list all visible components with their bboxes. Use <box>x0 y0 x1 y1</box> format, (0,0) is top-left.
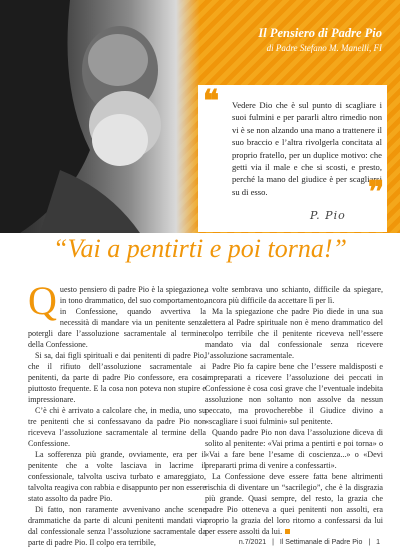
article-column-left <box>28 278 206 548</box>
paragraph: a volte sembrava uno schianto, difficile da spiegare, ancora più difficile da accettare lì per lì. <box>205 285 383 305</box>
footer-separator: | <box>272 539 274 546</box>
issue-number: n.7/2021 <box>238 539 267 546</box>
drop-cap: Q <box>28 278 57 323</box>
portrait-photo <box>0 0 200 233</box>
paragraph: Si sa, dai figli spirituali e dai penitenti di padre Pio, che il rifiuto dell’assoluzione sacramentale ai penitenti, da parte di padre Pio confessore, era cosa piuttosto frequente. E la cosa non poteva non stupire e impressionare. <box>28 351 206 404</box>
paragraph: Quando padre Pio non dava l’assoluzione diceva di solito al penitente: «Vai prima a pentirti e poi torna» o «Vai a fare bene l’esame di coscienza...» o «Devi prepararti prima di venire a confessarti». <box>205 428 383 470</box>
article-column-right <box>205 284 383 537</box>
page-footer <box>237 539 382 546</box>
paragraph: Questo pensiero di padre Pio è la spiegazione, in tono drammatico, del suo comportamento, in Confessione, quando avvertiva la necessità di mandare via un penitente senza potergli dare l’assoluzione sacramentale al termine della Confessione. <box>28 278 206 349</box>
open-quote-icon: ❝ <box>203 85 220 118</box>
signature: P. Pio <box>310 209 346 222</box>
footer-separator: | <box>368 539 371 546</box>
end-mark-icon <box>285 529 290 534</box>
paragraph: Padre Pio fa capire bene che l’essere maldisposti e impreparati a ricevere l’assoluzione dei peccati in Confessione è cosa così grave che l’eventuale indebita assoluzione non soltanto non assolve da nessun peccato, ma provocherebbe il Giudice divino a «scagliare i suoi fulmini» sul penitente. <box>205 362 383 426</box>
article-headline: “Vai a pentirti e poi torna!” <box>53 234 347 263</box>
header-banner <box>0 0 400 233</box>
portrait-illustration <box>0 0 200 233</box>
paragraph: C’è chi è arrivato a calcolare che, in media, uno su tre penitenti che si confessavano da padre Pio non riceveva l’assoluzione sacramentale al termine della Confessione. <box>28 406 206 448</box>
column-author: di Padre Stefano M. Manelli, FI <box>266 43 382 53</box>
paragraph: Di fatto, non raramente avvenivano anche scene drammatiche da parte di alcuni penitenti mandati via dal confessionale senza l’assoluzione sacramentale da parte di padre Pio. Il colpo era terribile, <box>28 505 206 547</box>
paragraph: La sofferenza più grande, ovviamente, era per il penitente che a volte lasciava in lacrime il confessionale, talvolta uscivа turbato e amareggiato, talvolta reagiva con rabbia e disappunto per non essere stato assolto da padre Pio. <box>28 450 206 503</box>
quote-text: Vedere Dio che è sul punto di scagliare i suoi fulmini e per pararli altro rimedio non vi è se non alzando una mano a trattenere il suo braccio e l’altra rivolgerla concitata al proprio fratello, per un duplice motivo: che getti via il male e che si scosti, e presto, perché la mano del giudice è per scagliarsi su di esso. <box>232 100 382 197</box>
page-number: 1 <box>376 539 380 546</box>
quote-box <box>198 85 387 232</box>
magazine-name: Il Settimanale di Padre Pio <box>279 539 363 546</box>
close-quote-icon: ❞ <box>368 176 385 209</box>
paragraph: Ma la spiegazione che padre Pio diede in una sua lettera al Padre spirituale non è meno drammatico del colpo terribile che il penitente riceveva nell’essere mandato via dal confessionale senza ricevere l’assoluzione sacramentale. <box>205 307 383 360</box>
column-title: Il Pensiero di Padre Pio <box>258 26 382 40</box>
paragraph: La Confessione deve essere fatta bene altrimenti rischia di diventare un “sacrilegio”, che è la disgrazia più grande. Quasi sempre, del resto, la grazia che padre Pio otteneva a quei penitenti non assolti, era proprio la grazia del loro ritorno a confessarsi da lui per essere assolti da lui. <box>205 472 383 536</box>
